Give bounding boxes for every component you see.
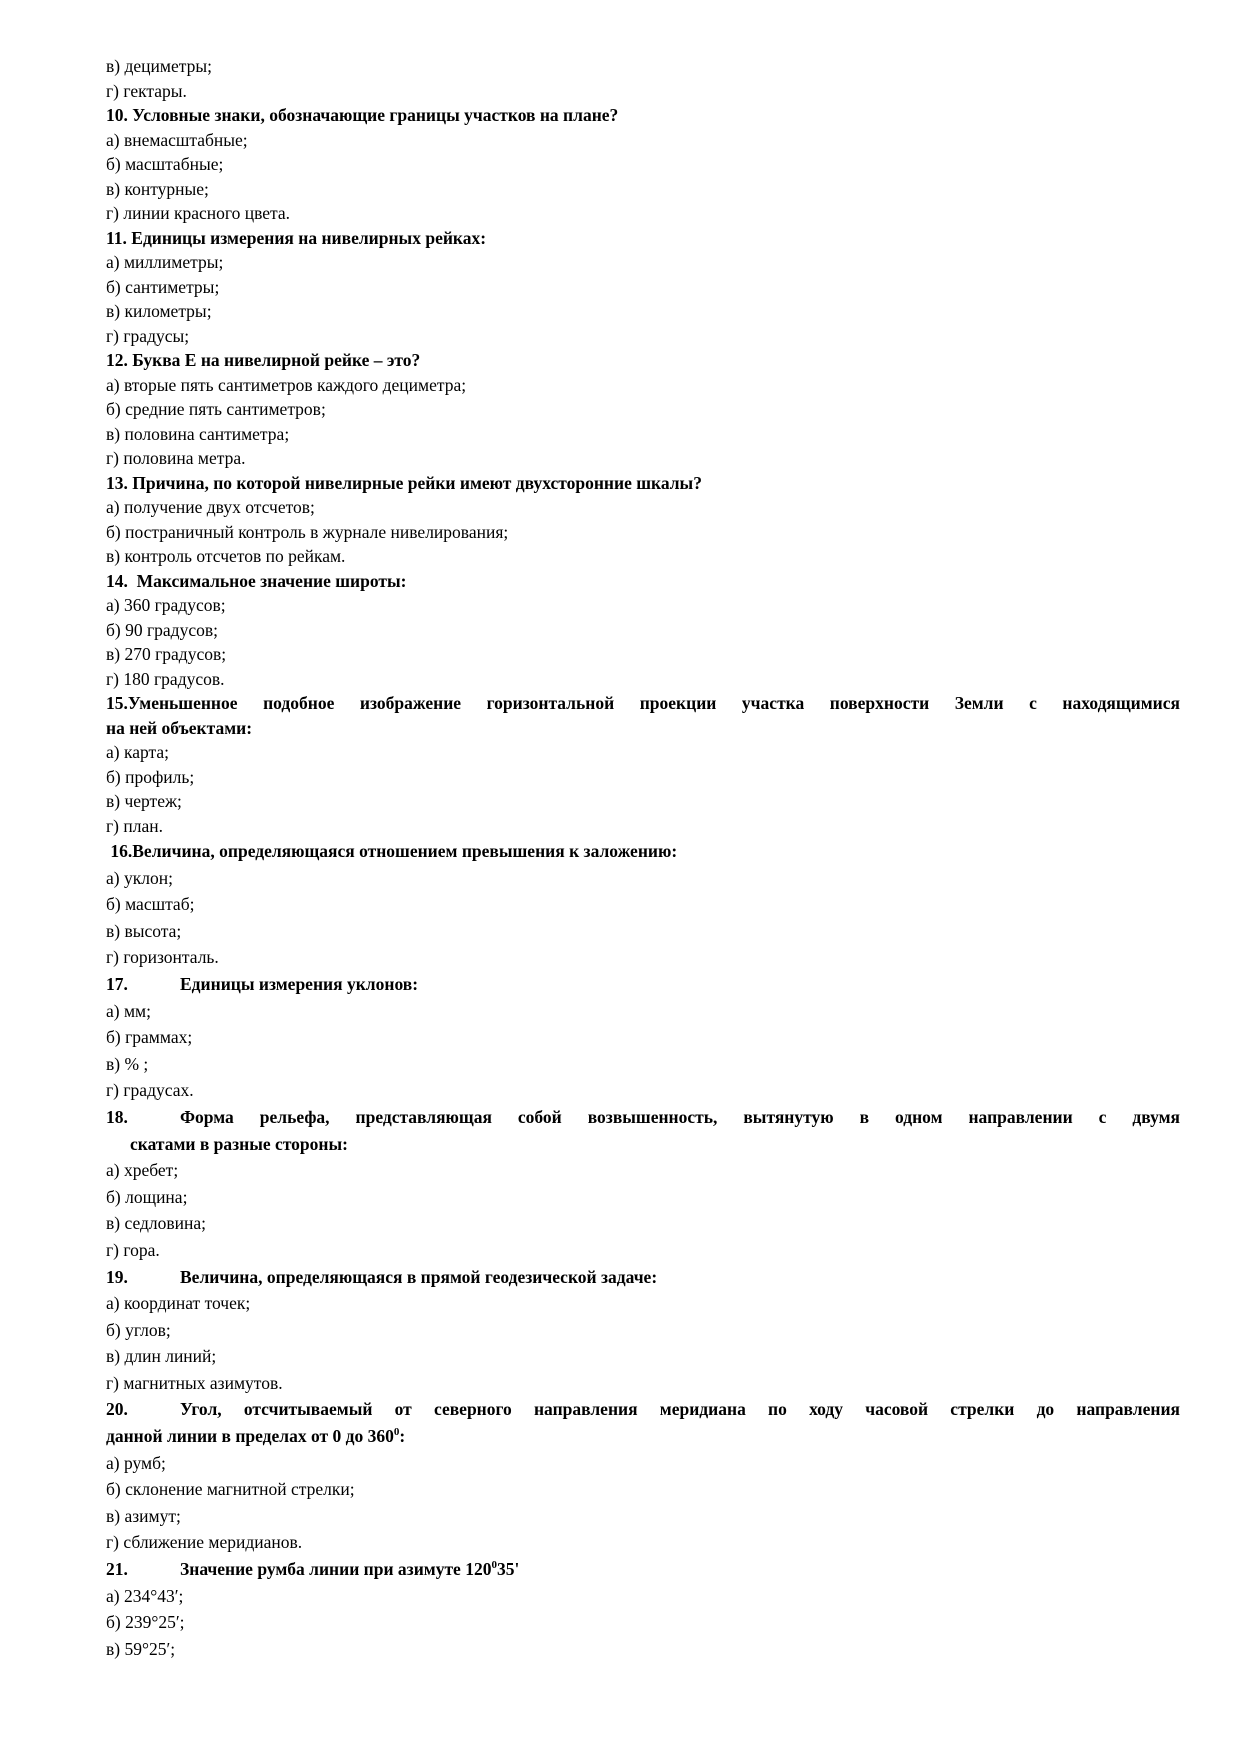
question-15-option-v: в) чертеж; <box>106 791 182 811</box>
question-11 <box>106 226 1180 349</box>
question-21-title-line-1 <box>106 1556 1180 1583</box>
question-18-option-g: г) гора. <box>106 1239 160 1260</box>
question-12-option-a: а) вторые пять сантиметров каждого дециметра; <box>106 374 467 395</box>
question-16-title-segment: 16.Величина, определяющаяся отношением превышения к заложению: <box>106 841 678 861</box>
question-19-number: 19. <box>106 1266 128 1287</box>
question-18-title-segment: скатами в разные стороны: <box>130 1133 348 1154</box>
question-14-title-line-1 <box>106 569 1180 594</box>
question-15 <box>106 691 1180 838</box>
question-13-option-a: а) получение двух отсчетов; <box>106 497 315 517</box>
question-18-option-b: б) лощина; <box>106 1186 188 1207</box>
question-16 <box>106 838 1180 971</box>
question-15-title-segment: 15.Уменьшенное подобное изображение горизонтальной проекции участка поверхности Земли с находящимися <box>106 693 1180 713</box>
question-19-option-b: б) углов; <box>106 1319 171 1340</box>
question-14-option-b: б) 90 градусов; <box>106 619 218 640</box>
question-19-title-line-1 <box>106 1264 1180 1291</box>
question-20-title-line-1 <box>106 1396 1180 1423</box>
question-17-option-v: в) % ; <box>106 1053 149 1074</box>
question-10-title-segment: 10. Условные знаки, обозначающие границы участков на плане? <box>106 105 619 125</box>
question-21-title-segment: 0 <box>491 1559 497 1572</box>
question-16-option-b: б) масштаб; <box>106 894 195 915</box>
question-17 <box>106 971 1180 1104</box>
question-10-title-line-1 <box>106 103 1180 128</box>
question-20-title-segment: данной линии в пределах от 0 до 360 <box>106 1426 394 1447</box>
question-20-title-line-2 <box>106 1423 1180 1450</box>
question-16-option-g: г) горизонталь. <box>106 947 219 968</box>
question-13-option-b: б) постраничный контроль в журнале нивелирования; <box>106 521 509 542</box>
question-21-option-a: а) 234°43′; <box>106 1585 184 1606</box>
question-21-title-segment: 35' <box>496 1559 520 1580</box>
question-19 <box>106 1264 1180 1397</box>
question-20 <box>106 1396 1180 1556</box>
question-19-option-g: г) магнитных азимутов. <box>106 1372 283 1393</box>
question-15-title-line-2 <box>106 716 1180 741</box>
question-12 <box>106 348 1180 471</box>
question-14-option-g: г) 180 градусов. <box>106 668 225 689</box>
question-13-title-segment: 13. Причина, по которой нивелирные рейки имеют двухсторонние шкалы? <box>106 472 702 493</box>
question-13-title-line-1 <box>106 471 1180 496</box>
question-10-option-b: б) масштабные; <box>106 154 224 174</box>
question-10-option-v: в) контурные; <box>106 178 209 199</box>
question-14-option-v: в) 270 градусов; <box>106 644 227 664</box>
question-18-option-v: в) седловина; <box>106 1213 206 1234</box>
intro-option-g: г) гектары. <box>106 80 187 101</box>
question-17-option-a: а) мм; <box>106 1000 151 1021</box>
question-12-option-b: б) средние пять сантиметров; <box>106 399 326 419</box>
question-13 <box>106 471 1180 569</box>
question-14-title-segment: 14. Максимальное значение широты: <box>106 570 407 591</box>
question-18-title-segment: Форма рельефа, представляющая собой возвышенность, вытянутую в одном направлении с двумя <box>180 1106 1180 1127</box>
intro-option-v: в) дециметры; <box>106 56 212 76</box>
question-20-option-b: б) склонение магнитной стрелки; <box>106 1479 355 1500</box>
question-10-option-a: а) внемасштабные; <box>106 129 248 150</box>
question-12-title-line-1 <box>106 348 1180 373</box>
question-11-title-segment: 11. Единицы измерения на нивелирных рейках: <box>106 227 487 248</box>
questions-list <box>106 54 1180 1662</box>
question-17-option-g: г) градусах. <box>106 1080 194 1101</box>
question-18-title-line-1 <box>106 1104 1180 1131</box>
question-13-option-v: в) контроль отсчетов по рейкам. <box>106 546 346 566</box>
question-11-title-line-1 <box>106 226 1180 251</box>
question-16-option-v: в) высота; <box>106 920 182 941</box>
question-21-number: 21. <box>106 1559 128 1580</box>
question-18-number: 18. <box>106 1106 128 1127</box>
question-17-option-b: б) граммах; <box>106 1027 193 1048</box>
question-19-option-a: а) координат точек; <box>106 1293 251 1314</box>
question-17-title-line-1 <box>106 971 1180 998</box>
question-15-option-g: г) план. <box>106 815 163 836</box>
question-15-title-segment: на ней объектами: <box>106 717 253 738</box>
question-20-title-segment: : <box>399 1426 406 1447</box>
question-10-option-g: г) линии красного цвета. <box>106 203 291 223</box>
question-20-option-a: а) румб; <box>106 1452 166 1473</box>
question-20-option-g: г) сближение меридианов. <box>106 1532 303 1553</box>
question-19-option-v: в) длин линий; <box>106 1346 217 1367</box>
question-14-option-a: а) 360 градусов; <box>106 595 226 615</box>
question-20-option-v: в) азимут; <box>106 1505 181 1526</box>
question-18 <box>106 1104 1180 1264</box>
question-17-number: 17. <box>106 973 128 994</box>
question-21-title-segment: Значение румба линии при азимуте 120 <box>180 1559 492 1580</box>
question-21-option-v: в) 59°25′; <box>106 1638 176 1659</box>
question-12-option-g: г) половина метра. <box>106 448 246 468</box>
question-19-title-segment: Величина, определяющаяся в прямой геодезической задаче: <box>180 1266 658 1287</box>
question-15-title-line-1 <box>106 691 1180 716</box>
question-20-number: 20. <box>106 1399 128 1420</box>
question-20-title-segment: Угол, отсчитываемый от северного направления меридиана по ходу часовой стрелки до направления <box>180 1399 1180 1420</box>
question-11-option-a: а) миллиметры; <box>106 252 224 272</box>
question-15-option-a: а) карта; <box>106 742 169 762</box>
question-11-option-b: б) сантиметры; <box>106 276 220 297</box>
question-10 <box>106 103 1180 226</box>
question-16-title-line-1 <box>106 838 1180 865</box>
question-12-title-segment: 12. Буква Е на нивелирной рейке – это? <box>106 350 421 370</box>
question-16-option-a: а) уклон; <box>106 867 173 888</box>
question-21 <box>106 1556 1180 1662</box>
question-15-option-b: б) профиль; <box>106 766 195 787</box>
question-11-option-g: г) градусы; <box>106 325 190 346</box>
question-14 <box>106 569 1180 692</box>
question-21-option-b: б) 239°25′; <box>106 1612 185 1633</box>
question-18-option-a: а) хребет; <box>106 1160 179 1181</box>
question-11-option-v: в) километры; <box>106 301 212 321</box>
question-12-option-v: в) половина сантиметра; <box>106 423 290 444</box>
question-17-title-segment: Единицы измерения уклонов: <box>180 973 419 994</box>
question-18-title-line-2 <box>106 1131 1180 1158</box>
question-20-title-segment: 0 <box>393 1426 400 1439</box>
